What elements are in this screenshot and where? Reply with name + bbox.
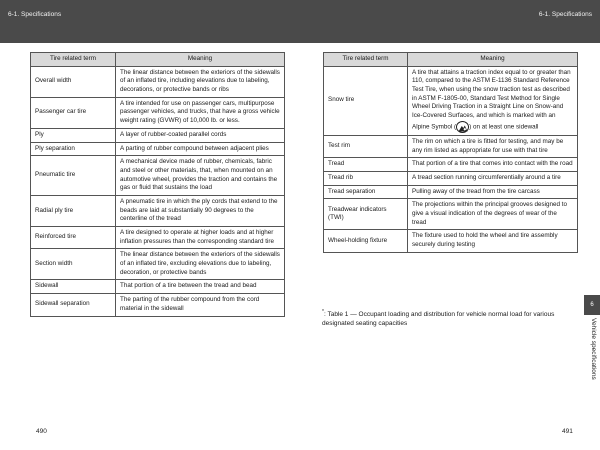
meaning-cell: A parting of rubber compound between adjacent plies <box>116 142 285 156</box>
term-cell: Reinforced tire <box>31 227 116 249</box>
meaning-cell: A layer of rubber-coated parallel cords <box>116 128 285 142</box>
meaning-cell: The parting of the rubber compound from the cord material in the sidewall <box>116 294 285 316</box>
meaning-cell: The fixture used to hold the wheel and tire assembly securely during testing <box>408 230 578 252</box>
term-cell: Section width <box>31 249 116 280</box>
table-row <box>324 199 578 230</box>
footnote-marker: * <box>322 309 324 315</box>
table-row <box>324 171 578 185</box>
meaning-cell: A tire intended for use on passenger cars, multipurpose passenger vehicles, and trucks, that have a gross vehicle weight rating (GVWR) of 10,000 lb. or less. <box>116 97 285 128</box>
meaning-cell: A tire designed to operate at higher loads and at higher inflation pressures than the corresponding standard tire <box>116 227 285 249</box>
term-cell: Tread <box>324 158 408 172</box>
table-row <box>324 66 578 135</box>
snow-tire-meaning-start: A tire that attains a traction index equal to or greater than 110, compared to the ASTM E-1136 Standard Reference Test Tire, when using the snow traction test as described in ASTM F-1805-00, Standard Test Method for Single Wheel Driving Traction in a Straight Line on Snow-and Ice-Covered Surfaces, and which is marked with an Alpine Symbol ( <box>412 68 571 131</box>
footnote <box>322 309 572 328</box>
table-row <box>31 294 285 316</box>
header-title-left: 6-1. Specifications <box>8 11 62 18</box>
table-row <box>31 66 285 97</box>
header-title-right: 6-1. Specifications <box>538 11 592 18</box>
table-row <box>324 230 578 252</box>
term-cell: Tread separation <box>324 185 408 199</box>
meaning-cell: The rim on which a tire is fitted for testing, and may be any rim listed as appropriate for use with that tire <box>408 135 578 157</box>
meaning-cell: The linear distance between the exteriors of the sidewalls of an inflated tire, including elevations due to labeling, decorations, or protective bands or ribs <box>116 66 285 97</box>
table-row <box>31 156 285 196</box>
term-cell: Radial ply tire <box>31 195 116 226</box>
term-cell: Test rim <box>324 135 408 157</box>
tire-terms-table-right <box>323 52 578 253</box>
table-header-row <box>31 53 285 67</box>
page-number-left: 490 <box>36 428 47 435</box>
footnote-text: : Table 1 — Occupant loading and distribution for vehicle normal load for various designated seating capacities <box>322 311 555 328</box>
meaning-cell: A pneumatic tire in which the ply cords that extend to the beads are laid at substantially 90 degrees to the centerline of the tread <box>116 195 285 226</box>
table-row <box>31 195 285 226</box>
meaning-cell <box>408 66 578 135</box>
table-row <box>31 249 285 280</box>
term-cell: Wheel-holding fixture <box>324 230 408 252</box>
meaning-cell: That portion of a tire between the tread and bead <box>116 280 285 294</box>
term-cell: Pneumatic tire <box>31 156 116 196</box>
term-cell: Treadwear indicators (TWI) <box>324 199 408 230</box>
term-cell: Sidewall <box>31 280 116 294</box>
meaning-cell: A tread section running circumferentially around a tire <box>408 171 578 185</box>
snow-tire-meaning-end: ) on at least one sidewall <box>469 123 539 131</box>
chapter-label-text: Vehicle specifications <box>590 318 597 380</box>
page-header <box>0 0 600 43</box>
table-row <box>31 97 285 128</box>
meaning-cell: The linear distance between the exteriors of the sidewalls of an inflated tire, excluding elevations due to labeling, decoration, or protective bands <box>116 249 285 280</box>
alpine-mountain-snowflake-icon <box>456 121 469 133</box>
term-cell: Ply <box>31 128 116 142</box>
table-row <box>31 142 285 156</box>
chapter-label <box>585 318 599 398</box>
term-cell: Snow tire <box>324 66 408 135</box>
column-header-meaning: Meaning <box>116 53 285 67</box>
meaning-cell: Pulling away of the tread from the tire carcass <box>408 185 578 199</box>
chapter-tab: 6 <box>584 295 600 315</box>
term-cell: Ply separation <box>31 142 116 156</box>
column-header-term: Tire related term <box>31 53 116 67</box>
page-number-right: 491 <box>562 428 573 435</box>
table-row <box>324 135 578 157</box>
tire-terms-table-left <box>30 52 285 317</box>
table-row <box>31 128 285 142</box>
meaning-cell: The projections within the principal grooves designed to give a visual indication of the degrees of wear of the tread <box>408 199 578 230</box>
term-cell: Passenger car tire <box>31 97 116 128</box>
meaning-cell: A mechanical device made of rubber, chemicals, fabric and steel or other materials, that, when mounted on an automotive wheel, provides the traction and contains the gas or fluid that sustains the load <box>116 156 285 196</box>
table-row <box>324 185 578 199</box>
table-row <box>31 227 285 249</box>
table-header-row <box>324 53 578 67</box>
column-header-term: Tire related term <box>324 53 408 67</box>
column-header-meaning: Meaning <box>408 53 578 67</box>
table-row <box>31 280 285 294</box>
meaning-cell: That portion of a tire that comes into contact with the road <box>408 158 578 172</box>
term-cell: Overall width <box>31 66 116 97</box>
term-cell: Tread rib <box>324 171 408 185</box>
table-row <box>324 158 578 172</box>
term-cell: Sidewall separation <box>31 294 116 316</box>
